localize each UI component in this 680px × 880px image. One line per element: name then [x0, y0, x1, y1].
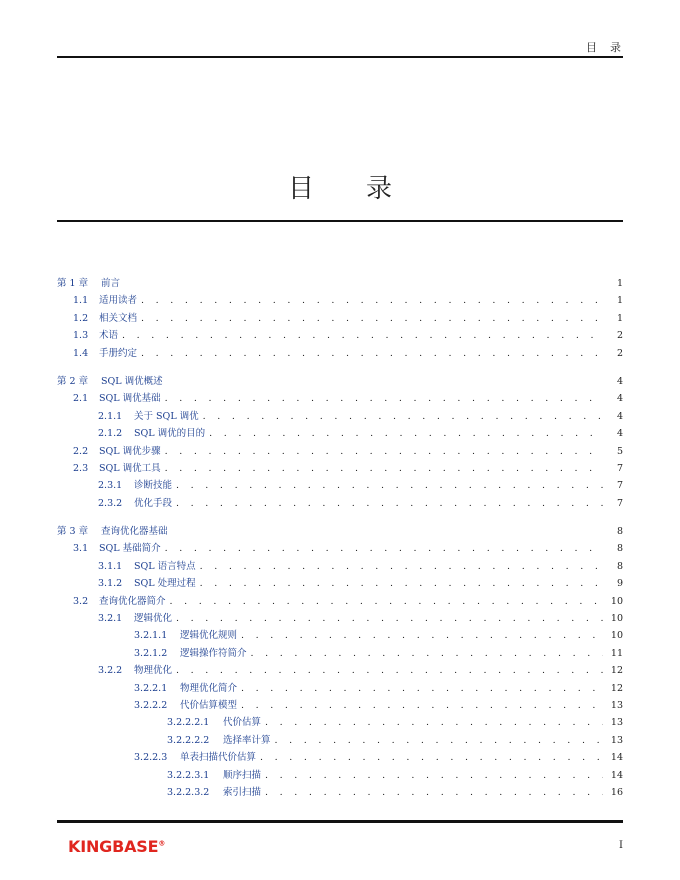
- toc-dot-leader: [241, 627, 603, 644]
- footer-rule: [57, 820, 623, 823]
- toc-entry-page: 2: [616, 330, 623, 342]
- toc-entry-label: SQL 调优步骤: [99, 445, 161, 457]
- toc-dot-leader: [165, 540, 603, 557]
- toc-entry-page: 4: [616, 393, 623, 405]
- toc-entry-label: 代价估算模型: [180, 699, 238, 711]
- toc-entry-number: 3.2.2.2.2: [167, 734, 210, 746]
- toc-dot-leader: [176, 662, 603, 679]
- logo-text: KINGBASE: [68, 837, 159, 856]
- toc-entry-number: 3.2.2.3: [134, 752, 168, 764]
- toc-entry-number: 第 1 章: [57, 278, 89, 289]
- toc-entry-label: 索引扫描: [223, 786, 262, 798]
- toc-entry-page: 12: [610, 665, 623, 677]
- toc-entry-page: 9: [616, 578, 623, 590]
- toc-entry-page: 8: [616, 560, 623, 572]
- toc-entry[interactable]: [57, 408, 623, 425]
- toc-chapter-entry[interactable]: [57, 275, 623, 292]
- toc-entry[interactable]: [57, 610, 623, 627]
- toc-dot-leader: [251, 645, 603, 662]
- toc-entry-page: 7: [616, 462, 623, 474]
- toc-entry-label: 单表扫描代价估算: [180, 752, 257, 764]
- toc-entry[interactable]: [57, 292, 623, 309]
- toc-dot-leader: [260, 749, 603, 766]
- toc-entry[interactable]: [57, 714, 623, 731]
- toc-entry-page: 1: [616, 312, 623, 324]
- toc-entry-number: 3.2.2.3.1: [167, 769, 210, 781]
- toc-entry-page: 1: [616, 295, 623, 307]
- toc-entry-page: 4: [616, 375, 623, 387]
- toc-entry-page: 4: [616, 428, 623, 440]
- toc-entry-number: 3.2.1.2: [134, 647, 168, 659]
- toc-dot-leader: [200, 575, 603, 592]
- toc-entry-label: SQL 语言特点: [134, 560, 196, 572]
- toc-entry-page: 13: [610, 717, 623, 729]
- toc-entry[interactable]: [57, 784, 623, 801]
- toc-entry-label: 逻辑优化规则: [180, 630, 238, 642]
- toc-entry-label: 代价估算: [223, 717, 262, 729]
- toc-entry-number: 3.2.2.1: [134, 682, 168, 694]
- toc-entry-label: 查询优化器简介: [99, 595, 166, 607]
- toc-dot-leader: [141, 292, 603, 309]
- toc-dot-leader: [203, 408, 603, 425]
- toc-dot-leader: [209, 425, 603, 442]
- toc-entry-page: 8: [616, 526, 623, 538]
- toc-dot-leader: [176, 495, 603, 512]
- toc-entry-page: 14: [610, 752, 623, 764]
- toc-entry-label: 前言: [101, 278, 121, 289]
- page-number: I: [619, 840, 623, 851]
- toc-entry-number: 3.2.1: [98, 613, 123, 625]
- toc-entry-page: 12: [610, 682, 623, 694]
- toc-entry-page: 7: [616, 480, 623, 492]
- toc-dot-leader: [170, 593, 603, 610]
- toc-entry-number: 3.2.2.3.2: [167, 786, 210, 798]
- toc-entry[interactable]: [57, 627, 623, 644]
- toc-entry-number: 第 3 章: [57, 526, 89, 538]
- toc-entry-number: 3.1.1: [98, 560, 123, 572]
- toc-dot-leader: [176, 477, 603, 494]
- toc-entry[interactable]: [57, 540, 623, 557]
- toc-dot-leader: [141, 345, 603, 362]
- toc-entry-label: 顺序扫描: [223, 769, 262, 781]
- toc-dot-leader: [265, 767, 603, 784]
- toc-entry[interactable]: [57, 390, 623, 407]
- toc-dot-leader: [122, 327, 603, 344]
- toc-dot-leader: [165, 460, 603, 477]
- toc-dot-leader: [241, 697, 603, 714]
- toc-entry[interactable]: [57, 327, 623, 344]
- toc-entry-label: 物理优化: [134, 665, 173, 677]
- toc-entry-number: 2.2: [73, 445, 89, 457]
- toc-entry-page: 4: [616, 410, 623, 422]
- toc-entry[interactable]: [57, 460, 623, 477]
- toc-entry-label: SQL 调优概述: [101, 375, 163, 387]
- toc-entry-label: SQL 调优基础: [99, 393, 161, 405]
- page-title-char-2: 录: [366, 174, 393, 204]
- toc-dot-leader: [165, 443, 603, 460]
- toc-entry-number: 1.2: [73, 312, 89, 324]
- toc-entry-number: 3.1: [73, 543, 89, 555]
- toc-entry[interactable]: [57, 593, 623, 610]
- toc-entry-label: 关于 SQL 调优: [134, 410, 199, 422]
- toc-entry-label: SQL 调优的目的: [134, 428, 206, 440]
- toc-entry-label: 适用读者: [99, 295, 138, 307]
- toc-entry-number: 2.3: [73, 462, 89, 474]
- toc-entry-label: 逻辑操作符简介: [180, 647, 247, 659]
- toc-entry-number: 2.3.1: [98, 480, 123, 492]
- toc-entry-number: 3.1.2: [98, 578, 123, 590]
- kingbase-logo: [68, 837, 165, 856]
- toc-entry-label: 物理优化简介: [180, 682, 238, 694]
- toc-entry-number: 3.2: [73, 595, 89, 607]
- toc-entry-page: 5: [616, 445, 623, 457]
- toc-entry-number: 3.2.2: [98, 665, 123, 677]
- toc-entry-label: 选择率计算: [223, 734, 271, 746]
- toc-entry-number: 1.3: [73, 330, 89, 342]
- toc-entry-label: SQL 处理过程: [134, 578, 196, 590]
- toc-entry-label: SQL 基础简介: [99, 543, 161, 555]
- toc-entry-label: 相关文档: [99, 312, 138, 324]
- toc-entry-number: 第 2 章: [57, 375, 89, 387]
- toc-entry-label: 诊断技能: [134, 480, 173, 492]
- toc-entry-page: 14: [610, 769, 623, 781]
- toc-entry-number: 1.1: [73, 295, 89, 307]
- toc-entry-label: 查询优化器基础: [101, 526, 168, 538]
- toc-entry-page: 16: [610, 786, 623, 798]
- toc-chapter-entry[interactable]: [57, 523, 623, 540]
- toc-entry-number: 3.2.2.2.1: [167, 717, 210, 729]
- toc-entry-page: 10: [610, 613, 623, 625]
- toc-entry-label: 优化手段: [134, 497, 173, 509]
- toc-entry[interactable]: [57, 310, 623, 327]
- toc-entry-page: 1: [616, 278, 623, 289]
- toc-dot-leader: [275, 732, 603, 749]
- toc-entry-page: 7: [616, 497, 623, 509]
- toc-dot-leader: [265, 784, 603, 801]
- toc-dot-leader: [176, 610, 603, 627]
- toc-entry-label: SQL 调优工具: [99, 462, 161, 474]
- toc-dot-leader: [141, 310, 603, 327]
- title-rule: [57, 220, 623, 222]
- toc-entry-page: 2: [616, 347, 623, 359]
- toc-entry[interactable]: [57, 558, 623, 575]
- toc-entry-number: 2.1.2: [98, 428, 123, 440]
- toc-entry-label: 术语: [99, 330, 119, 342]
- toc-entry-page: 11: [610, 647, 623, 659]
- toc-entry[interactable]: [57, 680, 623, 697]
- toc-dot-leader: [241, 680, 603, 697]
- toc-entry[interactable]: [57, 749, 623, 766]
- toc-entry-page: 8: [616, 543, 623, 555]
- toc-entry-label: 手册约定: [99, 347, 138, 359]
- toc-entry[interactable]: [57, 662, 623, 679]
- toc-entry-number: 3.2.1.1: [134, 630, 168, 642]
- toc-entry-page: 13: [610, 699, 623, 711]
- toc-entry[interactable]: [57, 732, 623, 749]
- toc-entry[interactable]: [57, 575, 623, 592]
- toc-entry[interactable]: [57, 345, 623, 362]
- registered-mark: ®: [158, 839, 166, 848]
- toc-entry[interactable]: [57, 425, 623, 442]
- toc-entry[interactable]: [57, 495, 623, 512]
- page-title: [0, 168, 680, 205]
- running-header-title: 目 录: [586, 41, 622, 54]
- toc-entry[interactable]: [57, 767, 623, 784]
- toc-entry-number: 2.1.1: [98, 410, 123, 422]
- table-of-contents: [57, 275, 623, 801]
- toc-entry-page: 13: [610, 734, 623, 746]
- toc-entry-page: 10: [610, 595, 623, 607]
- toc-entry[interactable]: [57, 645, 623, 662]
- toc-entry[interactable]: [57, 697, 623, 714]
- toc-entry[interactable]: [57, 443, 623, 460]
- toc-dot-leader: [265, 714, 603, 731]
- toc-entry-number: 2.1: [73, 393, 89, 405]
- page-title-char-1: 目: [287, 174, 314, 204]
- toc-chapter-entry[interactable]: [57, 373, 623, 390]
- toc-entry-number: 1.4: [73, 347, 89, 359]
- toc-dot-leader: [165, 390, 603, 407]
- toc-entry[interactable]: [57, 477, 623, 494]
- toc-entry-page: 10: [610, 630, 623, 642]
- toc-entry-number: 3.2.2.2: [134, 699, 168, 711]
- toc-dot-leader: [200, 558, 603, 575]
- toc-entry-label: 逻辑优化: [134, 613, 173, 625]
- header-rule: [57, 56, 623, 58]
- toc-entry-number: 2.3.2: [98, 497, 123, 509]
